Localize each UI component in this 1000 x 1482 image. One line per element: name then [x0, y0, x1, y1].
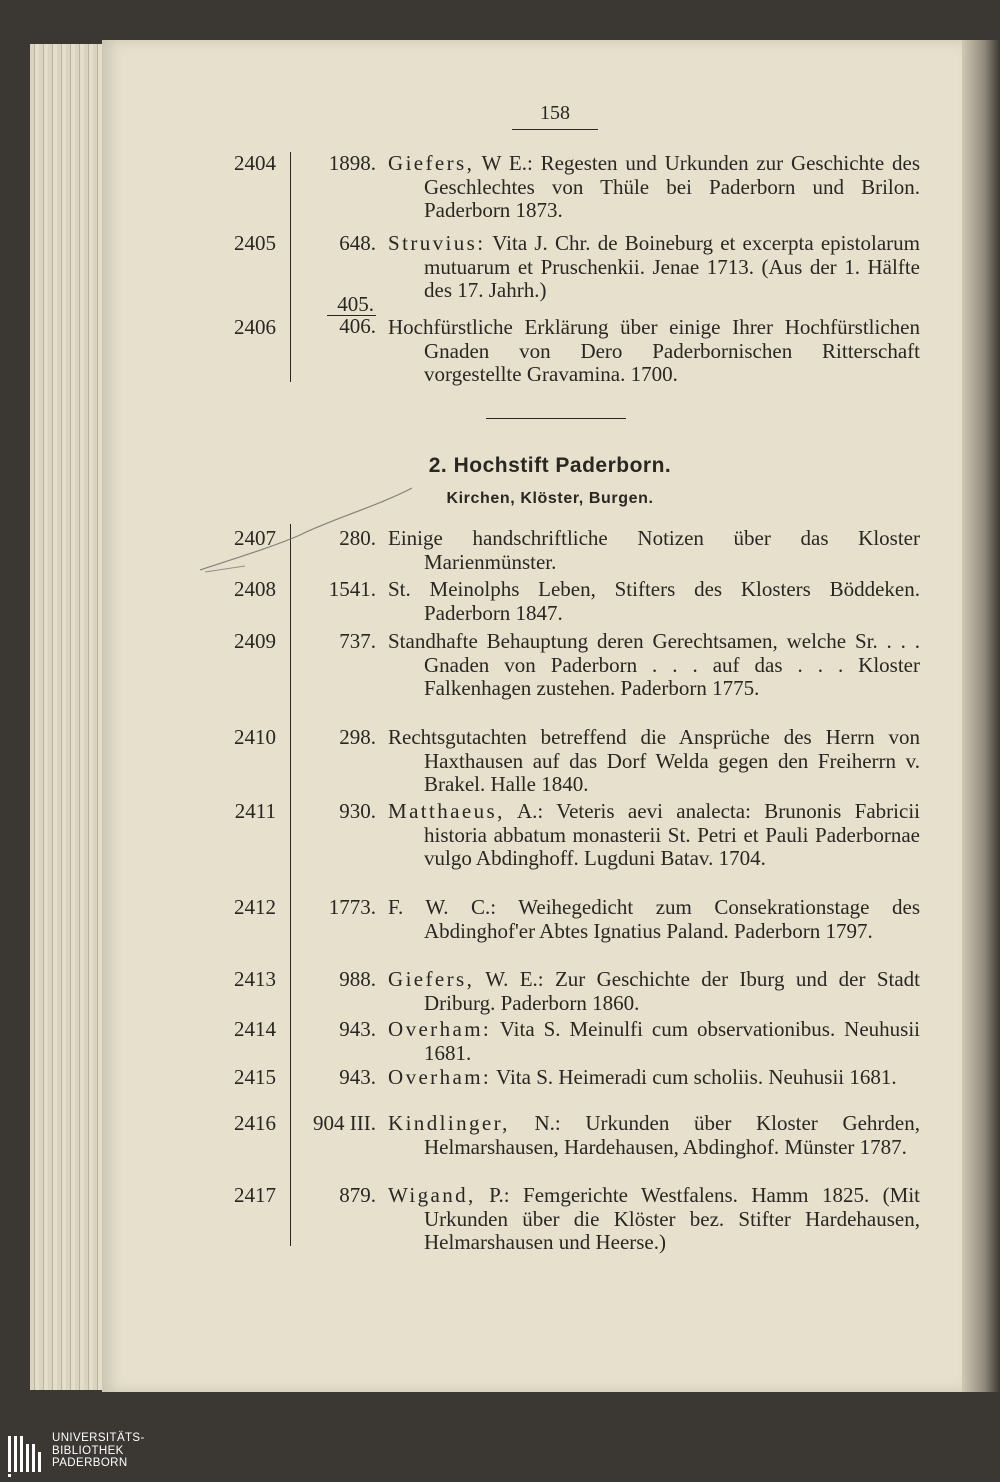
entry-author: Giefers,: [388, 967, 475, 991]
entry-author: Overham:: [388, 1017, 492, 1041]
entry-number: 2412: [234, 895, 276, 919]
column-rule-top: [290, 152, 291, 382]
shelf-mark: 943.: [339, 1065, 376, 1089]
entry-author: Overham:: [388, 1065, 492, 1089]
entry-author: Struvius:: [388, 231, 486, 255]
shelf-mark: 737.: [339, 629, 376, 653]
shelf-mark-range: [296, 294, 376, 337]
entry-author: Kindlinger,: [388, 1111, 510, 1135]
entry-number: 2414: [234, 1017, 276, 1041]
entry-description: W. E.: Zur Geschichte der Iburg und der Stadt Driburg. Paderborn 1860.: [424, 967, 920, 1015]
entry-author: Giefers,: [388, 151, 475, 175]
entry-description: A.: Veteris aevi analecta: Brunonis Fabricii historia abbatum monasterii St. Petri et Pauli Paderbornae vulgo Abdinghoff. Lugduni Batav. 1704.: [424, 799, 921, 870]
page-gutter-shadow: [962, 40, 1000, 1392]
entry-number: 2405: [234, 231, 276, 255]
logo-line-3: PADERBORN: [52, 1457, 128, 1469]
shelf-mark: 1773.: [328, 895, 376, 919]
shelf-mark: 298.: [339, 725, 376, 749]
entry-text: [388, 152, 920, 223]
entry-description: Einige handschriftliche Notizen über das Kloster Marienmünster.: [388, 526, 920, 574]
shelf-mark-start: 405.: [327, 294, 376, 316]
entry-number: 2417: [234, 1183, 276, 1207]
entry-number: 2413: [234, 967, 276, 991]
entry-description: Rechtsgutachten betreffend die Ansprüche des Herrn von Haxthausen auf das Dorf Welda gegen den Freiherrn v. Brakel. Halle 1840.: [388, 725, 920, 796]
entry-text: [388, 232, 920, 303]
entry-number: 2410: [234, 725, 276, 749]
entry-text: [388, 800, 920, 871]
entry-number: 2408: [234, 577, 276, 601]
shelf-mark-end: 406.: [339, 314, 376, 338]
entry-description: N.: Urkunden über Kloster Gehrden, Helmarshausen, Hardehausen, Abdinghof. Münster 1787.: [424, 1111, 920, 1159]
library-logo-text: [52, 1432, 145, 1470]
entry-number: 2407: [234, 526, 276, 550]
column-rule-bottom: [290, 524, 291, 1246]
entry-text: [388, 968, 920, 1015]
logo-line-1: UNIVERSITÄTS-: [52, 1432, 145, 1444]
shelf-mark: 988.: [339, 967, 376, 991]
entry-text: [388, 316, 920, 387]
entry-author: Wigand,: [388, 1183, 476, 1207]
shelf-mark: 930.: [339, 799, 376, 823]
entry-text: [388, 896, 920, 943]
shelf-mark: 943.: [339, 1017, 376, 1041]
section-divider: [486, 418, 626, 419]
entry-number: 2415: [234, 1065, 276, 1089]
shelf-mark: 904 III.: [313, 1111, 376, 1135]
entry-description: Vita S. Heimeradi cum scholiis. Neuhusii 1681.: [496, 1065, 897, 1089]
entry-number: 2409: [234, 629, 276, 653]
entry-description: Standhafte Behauptung deren Gerechtsamen, welche Sr. . . . Gnaden von Paderborn . . . auf das . . . Kloster Falkenhagen zustehen. Paderborn 1775.: [388, 629, 920, 700]
shelf-mark: 1898.: [328, 151, 376, 175]
entry-number: 2416: [234, 1111, 276, 1135]
library-logo-icon: [6, 1432, 46, 1478]
entry-description: Hochfürstliche Erklärung über einige Ihrer Hochfürstlichen Gnaden von Dero Paderbornischen Ritterschaft vorgestellte Gravamina. 1700.: [388, 315, 920, 386]
shelf-mark: 648.: [339, 231, 376, 255]
entry-description: P.: Femgerichte Westfalens. Hamm 1825. (Mit Urkunden über die Klöster bez. Stifter Hardehausen, Helmarshausen und Heerse.): [424, 1183, 920, 1254]
entry-description: St. Meinolphs Leben, Stifters des Klosters Böddeken. Paderborn 1847.: [388, 577, 920, 625]
entry-text: [388, 1066, 920, 1090]
section-title: 2. Hochstift Paderborn.: [428, 454, 672, 477]
entry-number: 2406: [234, 315, 276, 339]
entry-description: Vita S. Meinulfi cum observationibus. Neuhusii 1681.: [424, 1017, 921, 1065]
section-subtitle: Kirchen, Klöster, Burgen.: [446, 490, 654, 507]
entry-text: [388, 578, 920, 625]
entry-text: [388, 726, 920, 797]
entry-author: Matthaeus,: [388, 799, 505, 823]
shelf-mark: 280.: [339, 526, 376, 550]
entry-number: 2404: [234, 151, 276, 175]
entry-description: F. W. C.: Weihegedicht zum Consekrationstage des Abdinghof'er Abtes Ignatius Paland. Paderborn 1797.: [388, 895, 920, 943]
entry-number: 2411: [234, 799, 276, 823]
entry-text: [388, 1184, 920, 1255]
shelf-mark: 1541.: [328, 577, 376, 601]
entry-text: [388, 1112, 920, 1159]
logo-line-2: BIBLIOTHEK: [52, 1444, 124, 1457]
entry-text: [388, 630, 920, 701]
entry-text: [388, 1018, 920, 1065]
page-stack-edge: [30, 44, 110, 1390]
shelf-mark: 879.: [339, 1183, 376, 1207]
entry-description: W E.: Regesten und Urkunden zur Geschichte des Geschlechtes von Thüle bei Paderborn und Brilon. Paderborn 1873.: [424, 151, 921, 222]
entry-text: [388, 527, 920, 574]
entry-description: Vita J. Chr. de Boineburg et excerpta epistolarum mutuarum et Pruschenkii. Jenae 1713. (Aus der 1. Hälfte des 17. Jahrh.): [424, 231, 920, 302]
page-number: 158: [512, 102, 598, 130]
footer-bar: [0, 1430, 1000, 1482]
